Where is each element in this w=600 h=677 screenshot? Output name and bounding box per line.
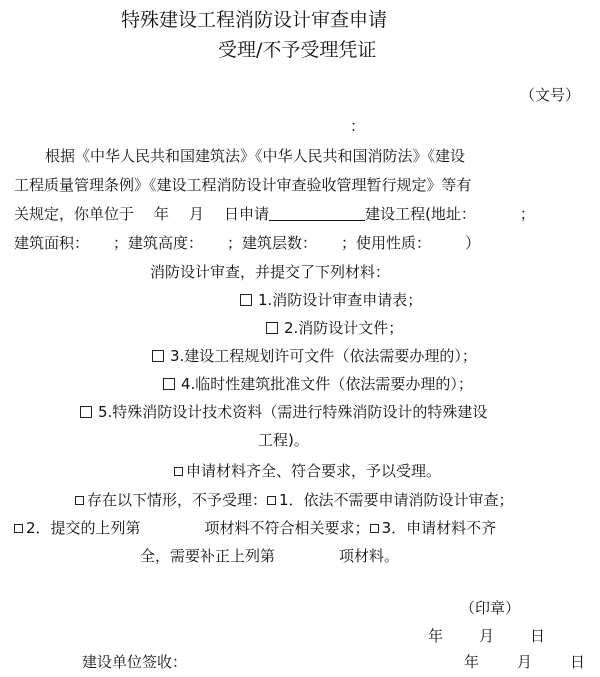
material-5-continuation: 工程)。: [258, 431, 309, 449]
title-line-2: 受理/不予受理凭证: [218, 39, 377, 61]
reject-reason-3-cont: 全，需要补正上列第: [140, 547, 276, 565]
material-3-checkbox[interactable]: [152, 350, 164, 362]
doc-number: （文号）: [520, 86, 581, 104]
issue-day: 日: [530, 627, 546, 645]
address-semicolon: ；: [519, 205, 535, 223]
material-4-checkbox[interactable]: [163, 378, 175, 390]
sign-month: 月: [517, 653, 533, 671]
title-line-1: 特殊建设工程消防设计审查申请: [121, 9, 388, 31]
material-5-checkbox[interactable]: [80, 406, 92, 418]
material-item: 2.消防设计文件；: [266, 318, 403, 338]
sign-date: [464, 652, 585, 672]
reject-checkbox[interactable]: [75, 496, 84, 505]
reject-reason-2: 2．提交的上列第: [26, 519, 141, 537]
material-item: 3.建设工程规划许可文件（依法需要办理的）；: [152, 346, 477, 366]
sign-label: 建设单位签收：: [82, 653, 188, 671]
material-item: 4.临时性建筑批准文件（依法需要办理的）；: [163, 374, 473, 394]
reject-line-2: [14, 518, 496, 538]
issue-month: 月: [479, 627, 495, 645]
reject-reason-2-tail: 项材料不符合相关要求；: [204, 519, 370, 537]
reject-reason-3-checkbox[interactable]: [370, 524, 379, 533]
reject-reason-2-checkbox[interactable]: [14, 524, 23, 533]
body-line-1: 根据《中华人民共和国建筑法》《中华人民共和国消防法》《建设: [45, 147, 466, 165]
sign-year: 年: [464, 653, 480, 671]
floors-label: ；建筑层数：: [227, 234, 318, 252]
project-address-label: 建设工程(地址：: [365, 205, 476, 223]
accept-checkbox[interactable]: [174, 467, 183, 476]
material-1-checkbox[interactable]: [240, 294, 252, 306]
reject-reason-1: 1．依法不需要申请消防设计审查；: [279, 491, 514, 509]
project-name-blank[interactable]: [269, 206, 365, 221]
body-line-2: 工程质量管理条例》《建设工程消防设计审查验收管理暂行规定》等有: [14, 176, 472, 194]
reject-intro: 存在以下情形，不予受理：: [87, 491, 268, 509]
usage-label: ；使用性质：: [341, 234, 432, 252]
material-item: 5.特殊消防设计技术资料（需进行特殊消防设计的特殊建设: [80, 402, 487, 422]
apply-intro: 关规定，你单位于: [14, 205, 135, 223]
reject-line-1: [75, 490, 514, 510]
material-item: 1.消防设计审查申请表；: [240, 290, 422, 310]
seal: （印章）: [460, 599, 521, 617]
reject-reason-3: 3．申请材料不齐: [381, 519, 497, 537]
apply-day: 日申请: [224, 205, 270, 223]
area-label: 建筑面积：: [14, 234, 90, 252]
usage-close-paren: ）: [465, 234, 481, 252]
accept-option: [174, 461, 441, 481]
addressee-colon: ：: [350, 117, 366, 135]
apply-month: 月: [189, 205, 205, 223]
reject-reason-1-checkbox[interactable]: [267, 496, 276, 505]
issue-date: [428, 626, 545, 646]
material-2-checkbox[interactable]: [266, 322, 278, 334]
height-label: ；建筑高度：: [113, 234, 204, 252]
sign-day: 日: [570, 653, 586, 671]
body-line-5: 消防设计审查，并提交了下列材料：: [150, 263, 391, 281]
accept-text: 申请材料齐全、符合要求，予以受理。: [186, 462, 442, 480]
body-line-4: [14, 233, 480, 253]
reject-reason-3-tail: 项材料。: [339, 547, 400, 565]
body-line-3: [14, 204, 535, 224]
issue-year: 年: [428, 627, 444, 645]
reject-line-3: [140, 546, 399, 566]
apply-year: 年: [154, 205, 170, 223]
